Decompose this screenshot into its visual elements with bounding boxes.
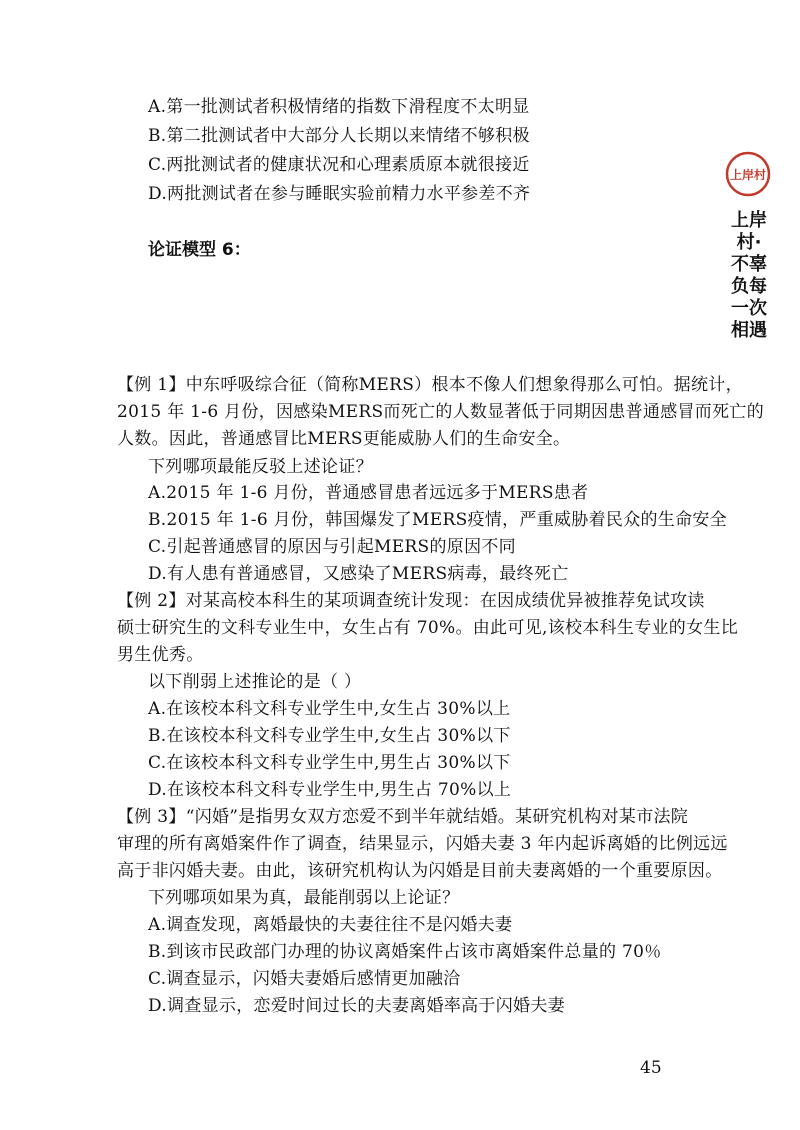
example2-line-3: 男生优秀。 [117,645,204,665]
example2-option-d: D.在该校本科文科专业学生中,男生占 70%以上 [148,780,512,800]
example2-option-a: A.在该校本科文科专业学生中,女生占 30%以上 [148,699,511,719]
option-a: A.第一批测试者积极情绪的指数下滑程度不太明显 [148,97,530,117]
example3-option-b: B.到该市民政部门办理的协议离婚案件占该市离婚案件总量的 70％ [148,942,662,962]
example2-question: 以下削弱上述推论的是（ ） [148,672,362,692]
example1-line-1: 【例 1】中东呼吸综合征（简称MERS）根本不像人们想象得那么可怕。据统计， [117,375,743,395]
example1-option-d: D.有人患有普通感冒，又感染了MERS病毒，最终死亡 [148,564,569,584]
example3-option-a: A.调查发现，离婚最快的夫妻往往不是闪婚夫妻 [148,915,513,935]
example1-question: 下列哪项最能反驳上述论证？ [148,457,373,477]
option-d: D.两批测试者在参与睡眠实验前精力水平参差不齐 [148,184,531,204]
option-b: B.第二批测试者中大部分人长期以来情绪不够积极 [148,126,530,146]
seal-logo-icon [724,150,772,198]
example2-line-1: 【例 2】对某高校本科生的某项调查统计发现：在因成绩优异被推荐免试攻读 [117,591,705,611]
example2-option-c: C.在该校本科文科专业学生中,男生占 30%以下 [148,753,511,773]
example1-line-3: 人数。因此，普通感冒比MERS更能威胁人们的生命安全。 [117,429,571,449]
page-number: 45 [640,1058,662,1078]
side-slogan: 上岸村·不辜负每一次相遇 [731,210,767,341]
example3-question: 下列哪项如果为真，最能削弱以上论证？ [148,888,460,908]
svg-text:上岸村: 上岸村 [729,168,767,182]
example3-option-d: D.调查显示，恋爱时间过长的夫妻离婚率高于闪婚夫妻 [148,996,565,1016]
example2-line-2: 硕士研究生的文科专业生中，女生占有 70%。由此可见,该校本科生专业的女生比 [117,618,738,638]
example3-option-c: C.调查显示，闪婚夫妻婚后感情更加融洽 [148,969,461,989]
example3-line-1: 【例 3】“闪婚”是指男女双方恋爱不到半年就结婚。某研究机构对某市法院 [117,807,689,827]
example1-option-a: A.2015 年 1-6 月份，普通感冒患者远远多于MERS患者 [148,483,589,503]
example2-option-b: B.在该校本科文科专业学生中,女生占 30%以下 [148,726,511,746]
example1-option-b: B.2015 年 1-6 月份，韩国爆发了MERS疫情，严重威胁着民众的生命安全 [148,510,728,530]
example3-line-2: 审理的所有离婚案件作了调查，结果显示，闪婚夫妻 3 年内起诉离婚的比例远远 [117,834,728,854]
example1-option-c: C.引起普通感冒的原因与引起MERS的原因不同 [148,537,516,557]
section-heading: 论证模型 6： [148,240,251,260]
option-c: C.两批测试者的健康状况和心理素质原本就很接近 [148,155,530,175]
example1-line-2: 2015 年 1-6 月份，因感染MERS而死亡的人数显著低于同期因患普通感冒而死亡的 [117,402,765,422]
example3-line-3: 高于非闪婚夫妻。由此，该研究机构认为闪婚是目前夫妻离婚的一个重要原因。 [117,861,723,881]
